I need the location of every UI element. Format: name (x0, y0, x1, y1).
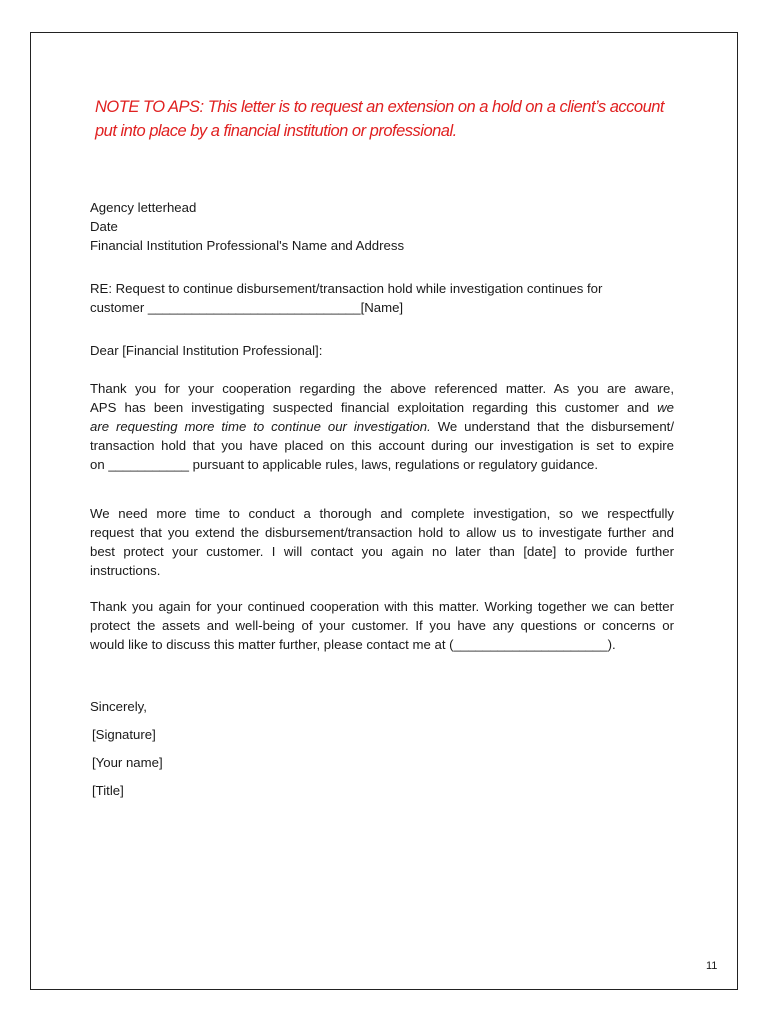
note-line-1: NOTE TO APS: This letter is to request an extension on a hold on a client’s account (95, 98, 665, 116)
recipient-line: Financial Institution Professional's Name and Address (90, 238, 405, 253)
p1-line-2 (90, 398, 674, 417)
p1-line-4: transaction hold that you have placed on this account during our investigation is set to expire (90, 438, 674, 453)
p2-line-1: We need more time to conduct a thorough and complete investigation, so we respectfully (90, 506, 674, 521)
salutation-text: Dear [Financial Institution Professional]: (90, 343, 323, 358)
closing-name (92, 753, 676, 772)
note-line-2: put into place by a financial institution or professional. (95, 122, 457, 140)
p1-line-1: Thank you for your cooperation regarding the above referenced matter. As you are aware, (90, 381, 674, 396)
salutation (90, 341, 674, 360)
p3-line-3: would like to discuss this matter further, please contact me at (_____________________). (90, 637, 616, 652)
p1-line-3 (90, 417, 674, 436)
re-line (90, 279, 674, 317)
p2-line-2: request that you extend the disbursement/transaction hold to allow us to investigate further and (90, 525, 674, 540)
p1-line-5: on ___________ pursuant to applicable rules, laws, regulations or regulatory guidance. (90, 457, 599, 472)
p1-line-3-end: We understand that the disbursement/ (430, 419, 674, 434)
paragraph-2 (90, 504, 674, 580)
re-line-1: RE: Request to continue disbursement/transaction hold while investigation continues for (90, 281, 603, 296)
re-line-2: customer _____________________________[Name] (90, 300, 404, 315)
paragraph-3 (90, 597, 674, 654)
p2-line-3: best protect your customer. I will contact you again no later than [date] to provide further (90, 544, 674, 559)
p2-line-4: instructions. (90, 563, 161, 578)
title-text: [Title] (92, 783, 124, 798)
closing-signature (92, 725, 676, 744)
signature-text: [Signature] (92, 727, 156, 742)
closing-sincerely (90, 697, 674, 716)
closing-title (92, 781, 676, 800)
date-line: Date (90, 219, 118, 234)
note-to-aps (95, 95, 715, 143)
paragraph-1 (90, 379, 674, 474)
p3-line-1: Thank you again for your continued cooperation with this matter. Working together we can better (90, 599, 674, 614)
sincerely-text: Sincerely, (90, 699, 147, 714)
page-number: 11 (706, 960, 718, 972)
letter-header (90, 198, 674, 255)
p3-line-2: protect the assets and well-being of your customer. If you have any questions or concerns or (90, 618, 674, 633)
p1-line-2-start: APS has been investigating suspected financial exploitation regarding this customer and (90, 400, 658, 415)
your-name-text: [Your name] (92, 755, 163, 770)
agency-letterhead: Agency letterhead (90, 200, 197, 215)
p1-line-3-italic: are requesting more time to continue our investigation. (90, 419, 431, 434)
p1-line-2-italic: we (657, 400, 674, 415)
